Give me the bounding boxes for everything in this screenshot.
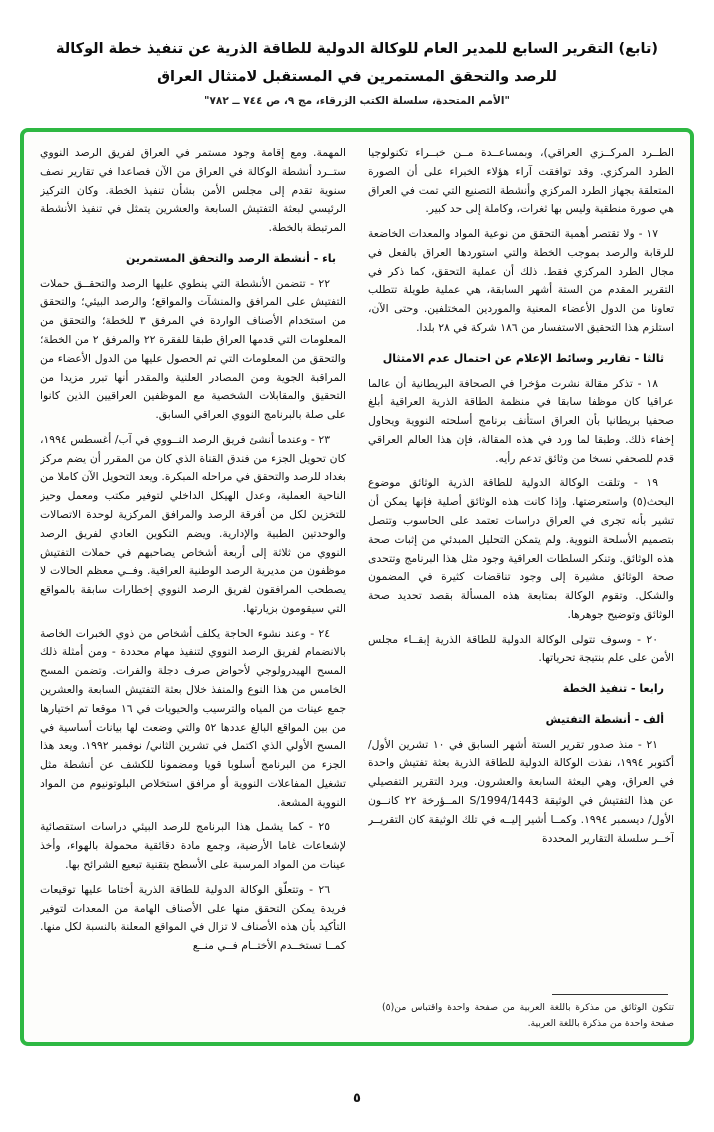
paragraph-continuation: الطــرد المركــزي العراقي)، وبمساعــدة مــن خبــراء تكنولوجيا الطرد المركزي. وقد توافقت آراء هؤلاء الخبراء على أن الصورة المتعلقة بجهاز الطرد المركزي وأنشطة التصنيع التي تمت في العراق هي صورة منطقية وليس بها ثغرات، وكاملة إلى حد كبير. (368, 146, 674, 216)
right-column (368, 144, 674, 1032)
section-heading-baa: باء - أنشطة الرصد والتحقق المستمرين (126, 251, 336, 265)
paragraph-26: ٢٦ - وتتعلّق الوكالة الدولية للطاقة الذرية أختاما عليها توقيعات فريدة يمكن التحقق منها على الأصناف الهامة من المعدات لتوفير التأكيد بأن هذه الأصناف لا تزال في المواقع المعلنة بالنسبة لكل منها. كمــا تستخــدم الأختــام فــي منــع (40, 882, 346, 953)
footnote-separator (552, 994, 668, 995)
report-title-line-1: (تابع) التقرير السابع للمدير العام للوكالة الدولية للطاقة الذرية عن تنفيذ خطة الوكالة (55, 41, 659, 57)
footnote-marker: (٥) (382, 1002, 395, 1014)
page-number: ٥ (353, 1091, 361, 1106)
paragraph-20: ٢٠ - وسوف تتولى الوكالة الدولية للطاقة الذرية إبقــاء مجلس الأمن على علم بنتيجة تحرياتها. (368, 632, 674, 665)
source-citation: "الأمم المتحدة، سلسلة الكتب الزرقاء، مج ٩، ص ٧٤٤ ــ ٧٨٢" (204, 95, 510, 108)
content-border-frame (20, 128, 694, 1046)
paragraph-22: ٢٢ - تتضمن الأنشطة التي ينطوي عليها الرصد والتحقــق حملات التفتيش على المرافق والمنشآت والمواقع؛ والرصد البيئي؛ والتحقق من استخدام الأصناف الواردة في المرفق ٣ للخطة؛ والتحقق من المعلومات التي قدمها العراق طبقا للفقرة ٢٢ والمرفق ٢ من الخطة؛ والتحقق من المعلومات التي تم الحصول عليها من الدول الأعضاء من المراقبة الجوية ومن المصادر العلنية والمقدر أنها تبرر مزيدا من التحقيق والمقابلات الشخصية مع الموظفين العراقيين الذين كانوا على صلة بالبرنامج النووي العراقي السابق. (40, 276, 346, 422)
paragraph-25: ٢٥ - كما يشمل هذا البرنامج للرصد البيئي دراسات استقصائية لإشعاعات غاما الأرضية، وجمع مادة دقائقية محمولة بالهواء، وأخذ عينات من المواد المرسبة على الأسطح بتقنية تبعيع الشرائح بها. (40, 820, 346, 872)
paragraph-24: ٢٤ - وعند نشوء الحاجة يكلف أشخاص من ذوي الخبرات الخاصة بالانضمام لفريق الرصد النووي لتنفيذ مهام محددة - ومن أمثلة ذلك المسح الهيدرولوجي لأحواض صرف دجلة والفرات. وتضمن المسح الخامس من هذا النوع والمنفذ خلال بعثة التفتيش السابعة والعشرين جمع عينات من المياه والترسيب والحيويات في ١٦ موقعا تم اختيارها من بين المواقع البالغ عددها ٥٢ والتي وضعت لها بيانات أساسية في المسح الأولي الذي اكتمل في تشرين الثاني/ نوفمبر ١٩٩٢. ويعد هذا الجزء من البرنامج أسلوبا قويا ومضمونا للكشف عن أنشطة مثل تشغيل المفاعلات النووية أو مرافق استخلاص البلوتونيوم من المواد النووية المشعة. (40, 626, 346, 809)
paragraph-18: ١٨ - تذكر مقالة نشرت مؤخرا في الصحافة البريطانية أن عالما عراقيا كان موظفا سابقا في منظمة الطاقة الذرية العراقية أبلغ صحفيا بريطانيا بأن العراق استأنف برنامج أسلحته النووية ويحاول إخفاء ذلك. وطبقا لما ورد في هذه المقالة، فإن هذا العالم العراقي قدم للصحفي نسخا من وثائق تدعم رأيه. (368, 376, 674, 465)
section-heading-alif: ألف - أنشطة التفتيش (545, 712, 664, 726)
report-title-line-2: للرصد والتحقق المستمرين في المستقبل لامتثال العراق (157, 68, 557, 85)
paragraph-19: ١٩ - وتلقت الوكالة الدولية للطاقة الذرية الوثائق موضوع البحث(٥) واستعرضتها. وإذا كانت هذه الوثائق أصلية فإنها يمكن أن تشير بأنه تجرى في العراق دراسات تعتمد على الحاسوب وتتصل بتصميم الأسلحة النووية. ولم يتمكن التحليل المبدئي من إثبات صحة هذه الوثائق. وتنكر السلطات العراقية وجود مثل هذا البرنامج وتتحدى صحة الوثائق مشيرة إلى وجود تناقضات كثيرة في المضمون والشكل. وتقوم الوكالة بمتابعة هذه المسألة بقصد تحديد صحة الوثائق وتوضيح جوهرها. (368, 476, 674, 621)
document-header (0, 0, 714, 107)
footnote-block (368, 990, 674, 1032)
two-column-layout (24, 132, 690, 1042)
paragraph-21: ٢١ - منذ صدور تقرير الستة أشهر السابق في ١٠ تشرين الأول/ أكتوبر ١٩٩٤، نفذت الوكالة الدولية للطاقة الذرية بعثة تفتيش واحدة في العراق، وهي البعثة السابعة والعشرون. ويرد التقرير التفصيلي عن هذا التفتيش في الوثيقة S/1994/1443 المــؤرخة ٢٢ كانــون الأول/ ديسمبر ١٩٩٤. وكمــا أشير إليــه في تلك الوثيقة كان التقريــر آخــر سلسلة التقارير المحددة (368, 737, 674, 845)
paragraph-23: ٢٣ - وعندما أنشئ فريق الرصد النــووي في آب/ أغسطس ١٩٩٤، كان تحويل الجزء من فندق القناة الذي كان من المقرر أن يضم مركز بغداد للرصد والتحقق في مراحله المبكرة. ويعد التحويل الآن كاملا من الناحية العملية، وعدل الهيكل الداخلي لتوفير مكتب ومعمل وحيز للتخزين لكل من أفرقة الرصد والمرافق المركزية لوحدة الاتصالات والوحدتين الطبية والإدارية. ويضم التكوين العادي لفريق الرصد النووي من ثلاثة إلى أربعة أشخاص يصاحبهم في حملات التفتيش موظفون من مديرية الرصد الوطنية العراقية. وفــي معظم الحالات لا يصطحب المرافقون لفريق الرصد النووي إخطارات سابقة بالمواقع التي سيقومون بزيارتها. (40, 432, 346, 615)
footnote-text: تتكون الوثائق من مذكرة باللغة العربية من صفحة واحدة واقتباس من صفحة واحدة من مذكرة باللغة العربية. (394, 1002, 674, 1030)
section-heading-rabian: رابعا - تنفيذ الخطة (562, 682, 664, 696)
footnote-5 (368, 1000, 674, 1032)
paragraph-17: ١٧ - ولا تقتصر أهمية التحقق من نوعية المواد والمعدات الخاضعة للرقابة والرصد بموجب الخطة والتي استوردها العراق بالفعل في مجال الطرد المركزي فقط. ذلك أن عملية التحقق، كما ذكر في التقرير المقدم من الستة أشهر السابقة، هي عملية طويلة تتطلب تعاونا من الدول الأعضاء المعنية والموردين المختلفين. وحتى الآن، استلزم هذا التحقيق الاستفسار من ١٨٦ شركة في ٢٨ بلدا. (368, 227, 674, 335)
section-heading-thalithan: ثالثا - تقارير وسائط الإعلام عن احتمال عدم الامتثال (382, 351, 664, 365)
paragraph-continuation: المهمة. ومع إقامة وجود مستمر في العراق لفريق الرصد النووي ستــرد أنشطة الوكالة في العراق من الآن فصاعدا في تقارير نصف سنوية تقدم إلى مجلس الأمن بشأن تنفيذ الخطة. وكان التركيز الرئيسي لبعثة التفتيش السابعة والعشرين يتمثل في تنفيذ الأنشطة المرتبطة بالخطة. (40, 146, 346, 235)
left-column (40, 144, 346, 1032)
